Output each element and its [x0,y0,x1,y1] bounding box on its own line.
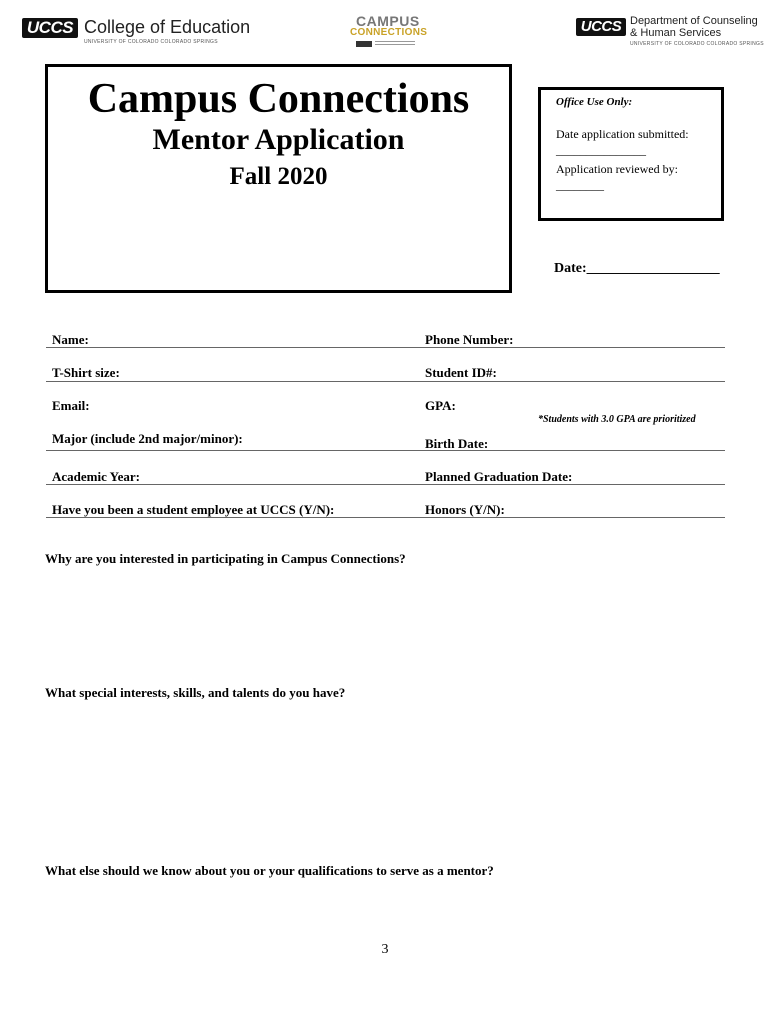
major-birth-line[interactable] [46,450,725,451]
uccs-logo-mark: UCCS [22,18,78,38]
tshirt-id-line[interactable] [46,381,725,382]
answer-area-interest[interactable] [45,572,725,677]
department-name-line1: Department of Counseling [630,15,758,27]
office-use-box [538,87,724,221]
answer-area-qualifications[interactable] [45,884,725,934]
gpa-note: *Students with 3.0 GPA are prioritized [538,414,696,425]
gpa-label: GPA: [425,398,456,413]
question-interest: Why are you interested in participating in Campus Connections? [45,551,406,566]
phone-label: Phone Number: [425,332,514,347]
document-title: Campus Connections [87,76,470,122]
major-label: Major (include 2nd major/minor): [52,431,243,446]
student-id-label: Student ID#: [425,365,497,380]
question-qualifications: What else should we know about you or your qualifications to serve as a mentor? [45,863,494,878]
logo-campus-word: CAMPUS [356,13,420,29]
academic-year-label: Academic Year: [52,469,140,484]
logo-connections-word: CONNECTIONS [350,27,428,38]
college-tagline: UNIVERSITY OF COLORADO COLORADO SPRINGS [84,39,218,45]
question-skills: What special interests, skills, and talents do you have? [45,685,346,700]
date-submitted-label: Date application submitted: [556,127,689,141]
document-term: Fall 2020 [229,163,328,190]
title-box [45,64,512,293]
tshirt-label: T-Shirt size: [52,365,120,380]
honors-label: Honors (Y/N): [425,502,505,517]
office-use-heading: Office Use Only: [556,96,633,108]
document-subtitle: Mentor Application [152,123,405,156]
college-of-education-name: College of Education [84,17,251,37]
date-line: Date:___________________ [554,261,720,276]
email-label: Email: [52,398,90,413]
logo-small-lines [375,41,415,45]
reviewed-by-label: Application reviewed by: [556,162,678,176]
department-tagline: UNIVERSITY OF COLORADO COLORADO SPRINGS [630,41,764,47]
student-employee-label: Have you been a student employee at UCCS (Y/N): [52,502,335,517]
graduation-date-label: Planned Graduation Date: [425,469,573,484]
date-submitted-blank: _______________ [556,143,646,157]
name-phone-line[interactable] [46,347,725,348]
name-label: Name: [52,332,89,347]
employee-honors-line[interactable] [46,517,725,518]
uccs-logo-mark-right: UCCS [576,18,626,36]
logo-small-emblem [356,41,372,47]
page-number: 3 [381,942,389,957]
year-graduation-line[interactable] [46,484,725,485]
department-name-line2: & Human Services [630,27,722,39]
reviewed-by-blank: ________ [556,178,604,192]
birth-date-label: Birth Date: [425,436,489,451]
answer-area-skills[interactable] [45,706,725,851]
